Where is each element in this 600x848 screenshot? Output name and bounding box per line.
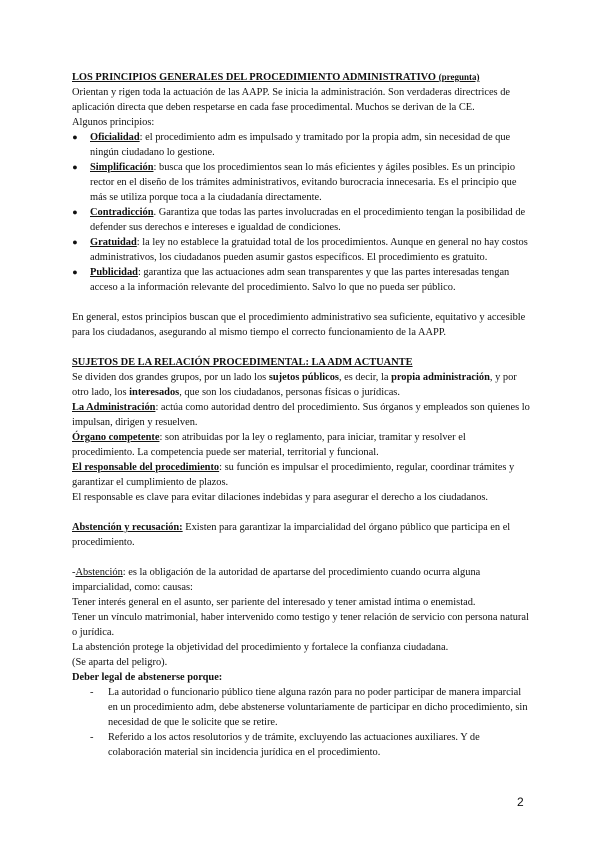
principios-conclusion: En general, estos principios buscan que el procedimiento administrativo sea suficiente, equitativo y accesible para los ciudadanos, asegurando al mismo tiempo el correcto funcionamiento de la AAPP. [72, 312, 526, 338]
abstencion-aside: (Se aparta del peligro). [72, 657, 168, 668]
list-item: ● Publicidad: garantiza que las actuaciones adm sean transparentes y que las partes interesadas tengan acceso a la información relevante del procedimiento. Salvo lo que no pueda ser público. [80, 265, 530, 295]
document-page [72, 70, 530, 760]
page-number: 2 [517, 795, 524, 809]
responsable-paragraph: El responsable del procedimiento: su función es impulsar el procedimiento, regular, coordinar trámites y garantizar el cumplimiento de plazos. [72, 462, 515, 488]
organo-paragraph: Órgano competente: son atribuidas por la ley o reglamento, para iniciar, tramitar y resolver el procedimiento. La competencia puede ser material, territorial y funcional. [72, 432, 466, 458]
deber-title: Deber legal de abstenerse porque: [72, 672, 223, 683]
bullet-icon: ● [72, 267, 78, 277]
section-title-sujetos: SUJETOS DE LA RELACIÓN PROCEDIMENTAL: LA ADM ACTUANTE [72, 357, 413, 368]
abstencion-paragraph: -Abstención: es la obligación de la autoridad de apartarse del procedimiento cuando ocurra alguna imparcialidad, como: causas: [72, 567, 481, 593]
responsable-note: El responsable es clave para evitar dilaciones indebidas y para asegurar el derecho a los ciudadanos. [72, 492, 489, 503]
dash-icon: - [90, 687, 94, 698]
section-title-principios: LOS PRINCIPIOS GENERALES DEL PROCEDIMIENTO ADMINISTRATIVO (pregunta) [72, 72, 480, 83]
administracion-paragraph: La Administración: actúa como autoridad dentro del procedimiento. Sus órganos y empleados son quienes lo impulsan, dirigen y resuelven. [72, 402, 530, 428]
principios-intro2: Algunos principios: [72, 117, 155, 128]
list-item: ● Gratuidad: la ley no establece la gratuidad total de los procedimientos. Aunque en general no hay costos administrativos, los ciudadanos pueden asumir gastos específicos. El procedimiento es gratuito. [80, 235, 530, 265]
list-item: - Referido a los actos resolutorios y de trámite, excluyendo las actuaciones auxiliares. Y de colaboración material sin incidencia jurídica en el procedimiento. [90, 732, 480, 758]
causa-line-2: Tener un vínculo matrimonial, haber intervenido como testigo y tener relación de servicio con persona natural o jurídica. [72, 612, 529, 638]
list-item: ● Contradicción. Garantiza que todas las partes involucradas en el procedimiento tengan la posibilidad de defender sus derechos e intereses e igualdad de condiciones. [80, 205, 530, 235]
abstencion-note: La abstención protege la objetividad del procedimiento y fortalece la confianza ciudadana. [72, 642, 449, 653]
list-item: ● Simplificación: busca que los procedimientos sean lo más eficientes y ágiles posibles. Es un principio rector en el diseño de los trámites administrativos, evitando burocracia innecesaria. Es el principio que más se utiliza porque toca a la ciudadanía directamente. [80, 160, 530, 205]
bullet-icon: ● [72, 237, 78, 247]
principles-list [72, 130, 530, 295]
list-item: ● Oficialidad: el procedimiento adm es impulsado y tramitado por la propia adm, sin necesidad de que ningún ciudadano lo gestione. [80, 130, 530, 160]
bullet-icon: ● [72, 132, 78, 142]
deber-list [72, 685, 530, 760]
causa-line-1: Tener interés general en el asunto, ser pariente del interesado y tener amistad íntima o enemistad. [72, 597, 476, 608]
list-item: - La autoridad o funcionario público tiene alguna razón para no poder participar de manera imparcial en un procedimiento adm, debe abstenerse voluntariamente de participar en dicho procedimiento, sin necesidad de que le solicite que se retire. [90, 687, 528, 728]
bullet-icon: ● [72, 207, 78, 217]
dash-icon: - [90, 732, 94, 743]
bullet-icon: ● [72, 162, 78, 172]
principios-intro: Orientan y rigen toda la actuación de las AAPP. Se inicia la administración. Son verdaderas directrices de aplicación directa que deben respetarse en cada fase procedimental. Muchos se derivan de la CE. [72, 87, 510, 113]
sujetos-intro: Se dividen dos grandes grupos, por un lado los sujetos públicos, es decir, la propia administración, y por otro lado, los interesados, que son los ciudadanos, personas físicas o jurídicas. [72, 372, 517, 398]
abstencion-recusacion-paragraph: Abstención y recusación: Existen para garantizar la imparcialidad del órgano público que participa en el procedimiento. [72, 522, 511, 548]
